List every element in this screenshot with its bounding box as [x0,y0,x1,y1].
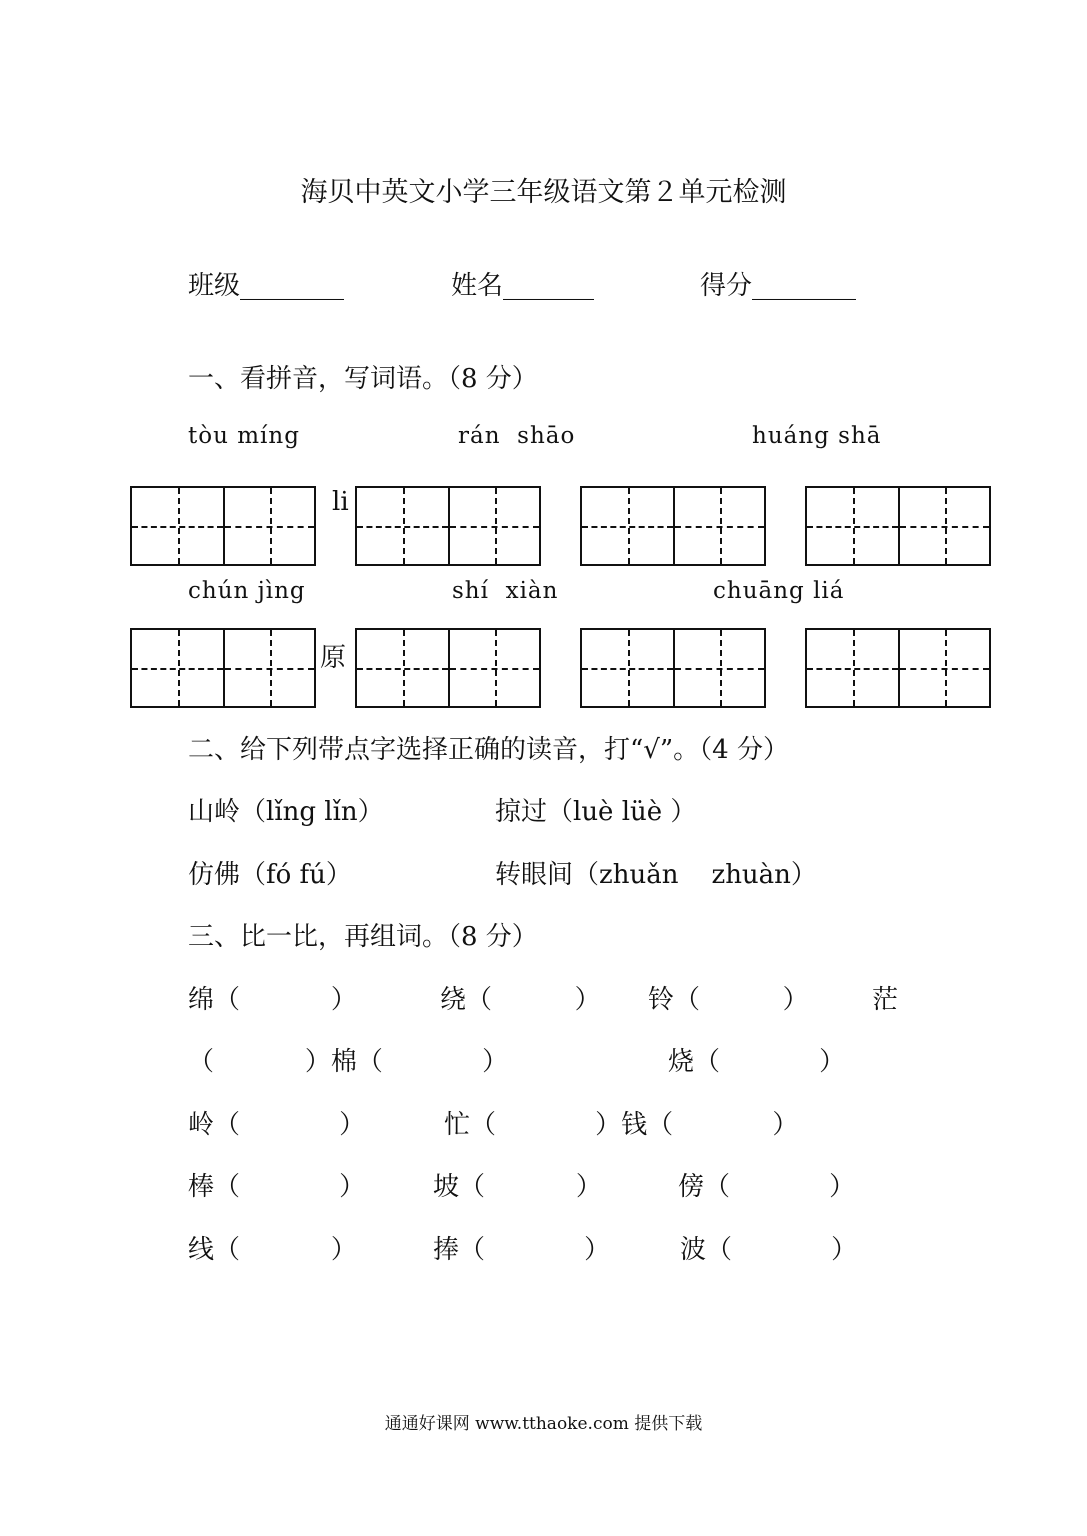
writing-grid [580,628,766,708]
pronunciation-item: 山岭（lǐng lǐn） [188,797,384,827]
word-item: 线（ ） [188,1235,357,1265]
word-item: 坡（ ） [433,1172,602,1202]
writing-grid [355,486,541,566]
pinyin-6: chuāng liá [713,578,845,604]
pinyin-1: tòu míng [188,423,300,449]
word-item: 铃（ ） [648,985,809,1015]
pinyin-4: chún jìng [188,578,306,604]
score-field: 得分________ [700,271,857,301]
word-item: 茫 [872,985,899,1015]
word-item: 绵（ ） [188,985,357,1015]
writing-grid [130,628,316,708]
pronunciation-item: 掠过（luè lüè ） [495,797,697,827]
class-field: 班级________ [188,271,345,301]
writing-grid [805,628,991,708]
word-item: （ ）棉（ ） [188,1047,509,1077]
hidden-text-1: li [332,487,349,517]
word-item: 棒（ ） [188,1172,366,1202]
section1-heading: 一、看拼音，写词语。（8 分） [188,364,538,394]
word-item: 忙（ ）钱（ ） [444,1110,799,1140]
hidden-text-2: 原 [320,643,347,673]
section3-heading: 三、比一比，再组词。（8 分） [188,922,538,952]
writing-grid [805,486,991,566]
page-title: 海贝中英文小学三年级语文第２单元检测 [300,177,787,208]
pinyin-2: rán shāo [458,423,576,449]
pronunciation-item: 仿佛（fó fú） [188,860,352,890]
writing-grid [580,486,766,566]
name-field: 姓名_______ [451,271,595,301]
word-item: 捧（ ） [433,1235,611,1265]
word-item: 波（ ） [680,1235,858,1265]
footer-text: 通通好课网 www.tthaoke.com 提供下载 [384,1414,703,1434]
word-item: 傍（ ） [678,1172,856,1202]
writing-grid [355,628,541,708]
word-item: 岭（ ） [188,1110,366,1140]
writing-grid [130,486,316,566]
section2-heading: 二、给下列带点字选择正确的读音，打“√”。（4 分） [188,735,789,765]
word-item: 绕（ ） [440,985,601,1015]
pinyin-5: shí xiàn [452,578,559,604]
pronunciation-item: 转眼间（zhuǎn zhuàn） [495,860,817,890]
word-item: 烧（ ） [668,1047,846,1077]
pinyin-3: huáng shā [752,423,882,449]
